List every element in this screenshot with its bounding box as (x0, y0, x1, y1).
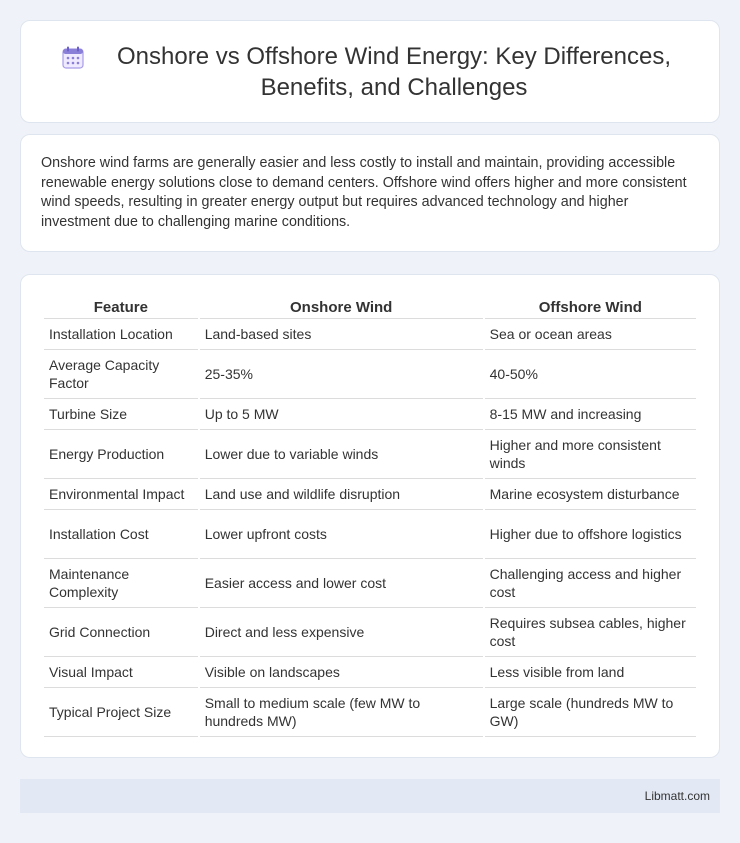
feature-cell: Installation Cost (44, 510, 198, 559)
table-row (44, 319, 696, 350)
table-row (44, 688, 696, 737)
feature-cell: Visual Impact (44, 657, 198, 688)
footer-site-link[interactable]: Libmatt.com (644, 789, 710, 803)
onshore-cell: Easier access and lower cost (200, 559, 483, 608)
intro-card (20, 134, 720, 252)
feature-cell: Turbine Size (44, 399, 198, 430)
onshore-cell: Up to 5 MW (200, 399, 483, 430)
onshore-cell: Land use and wildlife disruption (200, 479, 483, 510)
offshore-cell: Higher due to offshore logistics (485, 510, 696, 559)
offshore-cell: 40-50% (485, 350, 696, 399)
offshore-cell: Marine ecosystem disturbance (485, 479, 696, 510)
table-row (44, 399, 696, 430)
offshore-cell: Challenging access and higher cost (485, 559, 696, 608)
onshore-cell: Direct and less expensive (200, 608, 483, 657)
feature-cell: Typical Project Size (44, 688, 198, 737)
onshore-cell: Small to medium scale (few MW to hundreds MW) (200, 688, 483, 737)
table-row (44, 479, 696, 510)
offshore-cell: Sea or ocean areas (485, 319, 696, 350)
feature-cell: Maintenance Complexity (44, 559, 198, 608)
feature-cell: Average Capacity Factor (44, 350, 198, 399)
table-card (20, 274, 720, 758)
header-card (20, 20, 720, 123)
header-onshore: Onshore Wind (200, 295, 483, 319)
footer (20, 779, 720, 813)
feature-cell: Environmental Impact (44, 479, 198, 510)
page-title: Onshore vs Offshore Wind Energy: Key Differences, Benefits, and Challenges (116, 42, 672, 101)
table-row (44, 559, 696, 608)
onshore-cell: 25-35% (200, 350, 483, 399)
header-offshore: Offshore Wind (485, 295, 696, 319)
intro-text: Onshore wind farms are generally easier and less costly to install and maintain, providing accessible renewable energy solutions close to demand centers. Offshore wind offers higher and more consistent wind speeds, resulting in greater energy output but requires advanced technology and higher investment due to challenging marine conditions. (41, 155, 687, 230)
comparison-table (42, 295, 698, 737)
header-inner (61, 41, 679, 103)
offshore-cell: Less visible from land (485, 657, 696, 688)
calendar-icon (61, 45, 87, 71)
table-row (44, 510, 696, 559)
feature-cell: Grid Connection (44, 608, 198, 657)
onshore-cell: Visible on landscapes (200, 657, 483, 688)
header-feature: Feature (44, 295, 198, 319)
onshore-cell: Land-based sites (200, 319, 483, 350)
offshore-cell: Requires subsea cables, higher cost (485, 608, 696, 657)
feature-cell: Energy Production (44, 430, 198, 479)
table-header-row (44, 295, 696, 319)
feature-cell: Installation Location (44, 319, 198, 350)
table-row (44, 350, 696, 399)
offshore-cell: Higher and more consistent winds (485, 430, 696, 479)
table-row (44, 608, 696, 657)
table-row (44, 430, 696, 479)
onshore-cell: Lower due to variable winds (200, 430, 483, 479)
onshore-cell: Lower upfront costs (200, 510, 483, 559)
table-row (44, 657, 696, 688)
offshore-cell: Large scale (hundreds MW to GW) (485, 688, 696, 737)
offshore-cell: 8-15 MW and increasing (485, 399, 696, 430)
